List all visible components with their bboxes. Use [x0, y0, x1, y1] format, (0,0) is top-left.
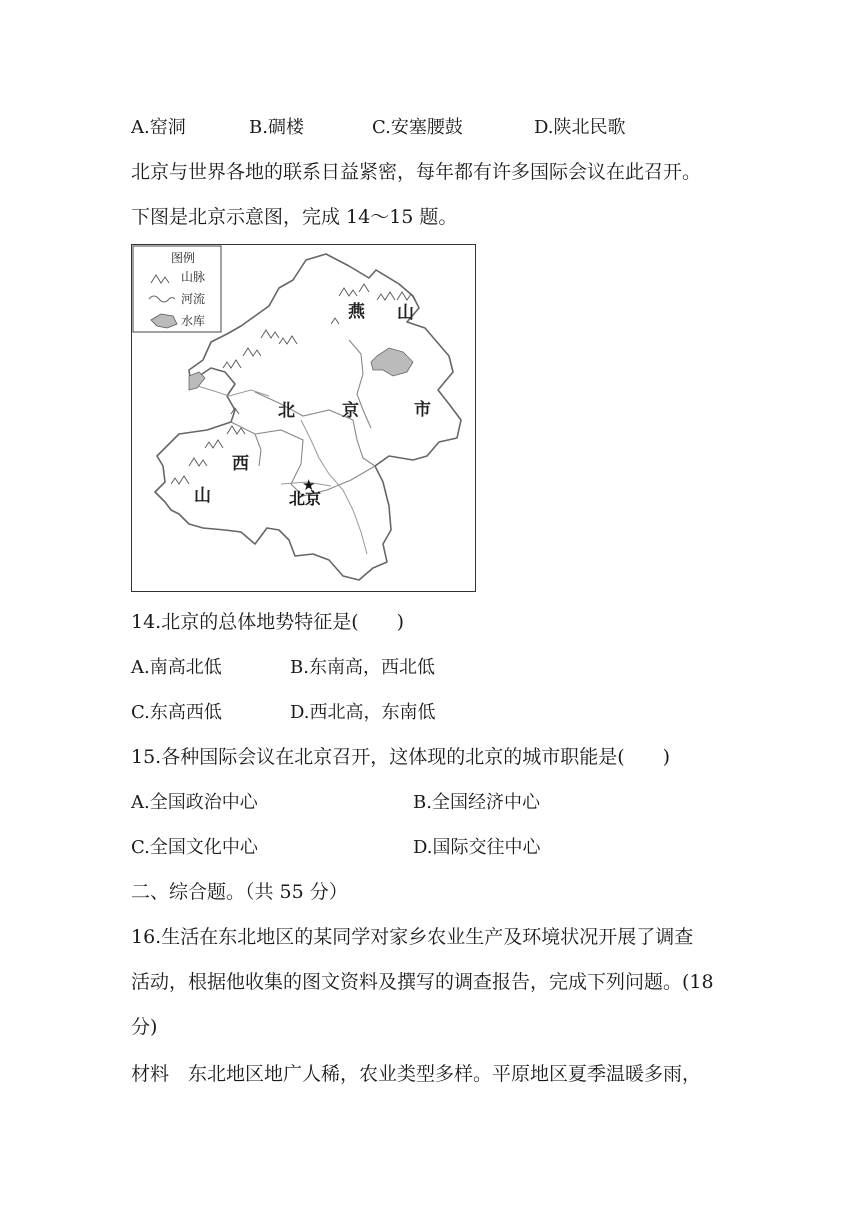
q13-option-b: B.碉楼	[249, 117, 304, 138]
q16-line-2: 活动，根据他收集的图文资料及撰写的调查报告，完成下列问题。(18	[131, 971, 714, 993]
label-jing: 京	[342, 401, 359, 421]
label-xi: 西	[232, 454, 249, 474]
legend-title: 图例	[171, 251, 196, 265]
q14-option-b: B.东南高，西北低	[290, 657, 435, 678]
capital-label: 北京	[289, 489, 322, 508]
q13-option-a: A.窑洞	[131, 117, 186, 138]
q16-line-1: 16.生活在东北地区的某同学对家乡农业生产及环境状况开展了调查	[131, 926, 694, 948]
legend-label-mountain: 山脉	[181, 270, 206, 284]
q14-stem: 14.北京的总体地势特征是( )	[131, 611, 405, 633]
q15-option-b: B.全国经济中心	[413, 792, 540, 813]
label-shan-north: 山	[397, 303, 414, 323]
q15-option-c: C.全国文化中心	[131, 837, 258, 858]
intro-line-1: 北京与世界各地的联系日益紧密，每年都有许多国际会议在此召开。	[131, 161, 702, 183]
legend-label-reservoir: 水库	[181, 314, 206, 328]
label-shan-west: 山	[194, 486, 211, 506]
q14-option-a: A.南高北低	[131, 657, 222, 678]
label-bei: 北	[278, 401, 295, 421]
label-yan: 燕	[348, 302, 365, 322]
q16-line-3: 分)	[131, 1016, 158, 1038]
q15-option-a: A.全国政治中心	[131, 792, 258, 813]
beijing-map	[131, 244, 476, 592]
q14-option-c: C.东高西低	[131, 702, 222, 723]
intro-line-2: 下图是北京示意图，完成 14～15 题。	[131, 206, 458, 228]
capital-star-icon: ★	[302, 476, 316, 494]
section-2-heading: 二、综合题。（共 55 分）	[131, 881, 348, 903]
q13-option-c: C.安塞腰鼓	[372, 117, 463, 138]
label-shi: 市	[414, 400, 431, 420]
q15-stem: 15.各种国际会议在北京召开，这体现的北京的城市职能是( )	[131, 746, 671, 768]
q14-option-d: D.西北高，东南低	[290, 702, 436, 723]
q15-option-d: D.国际交往中心	[413, 837, 541, 858]
q13-option-d: D.陕北民歌	[534, 117, 626, 138]
material-line: 材料 东北地区地广人稀，农业类型多样。平原地区夏季温暖多雨，	[131, 1063, 702, 1085]
legend-label-river: 河流	[181, 292, 206, 306]
